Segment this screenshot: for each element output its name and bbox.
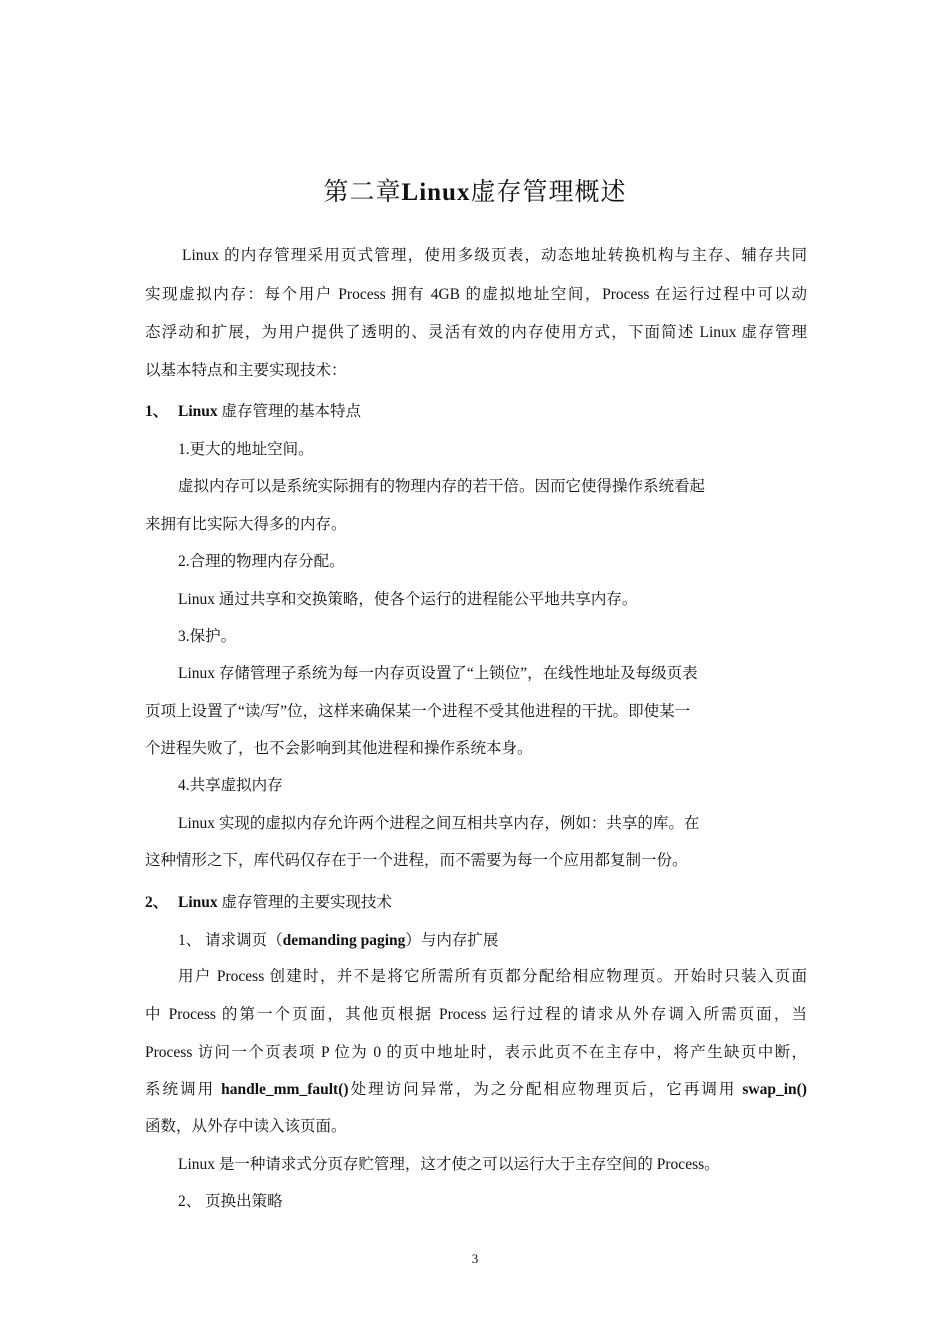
- func-handle-mm-fault: handle_mm_fault(): [221, 1081, 349, 1098]
- item-3-body-line-3: 个进程失败了，也不会影响到其他进程和操作系统本身。: [145, 740, 533, 757]
- item-4-title: 4.共享虚拟内存: [178, 777, 283, 794]
- title-suffix: 虚存管理概述: [470, 179, 627, 206]
- item-1-title: 1.更大的地址空间。: [178, 441, 314, 458]
- para-1-line-5: 函数，从外存中读入该页面。: [145, 1118, 347, 1135]
- item-3-body-line-1: Linux 存储管理子系统为每一内存页设置了“上锁位”，在线性地址及每级页表: [178, 665, 698, 682]
- item-3-body-line-2: 页项上设置了“读/写”位，这样来确保某一个进程不受其他进程的干扰。即使某一: [145, 703, 691, 720]
- subsection-2-heading: 2、 页换出策略: [178, 1193, 283, 1210]
- para-1-line-2: 中 Process 的第一个页面，其他页根据 Process 运行过程的请求从外存调入所需页面，当: [145, 1006, 807, 1023]
- para-1-line-4-a: 系统调用: [145, 1081, 222, 1098]
- item-4-body-line-1: Linux 实现的虚拟内存允许两个进程之间互相共享内存，例如：共享的库。在: [178, 815, 700, 832]
- intro-line-2: 实现虚拟内存：每个用户 Process 拥有 4GB 的虚拟地址空间，Process 在运行过程中可以动: [145, 286, 807, 303]
- section-1-heading-text: 虚存管理的基本特点: [217, 403, 362, 420]
- intro-line-3: 态浮动和扩展，为用户提供了透明的、灵活有效的内存使用方式，下面简述 Linux 虚存管理: [145, 324, 807, 341]
- func-swap-in: swap_in(): [742, 1081, 807, 1098]
- subsection-1-suffix: ）与内存扩展: [405, 932, 499, 949]
- item-1-body-line-2: 来拥有比实际大得多的内存。: [145, 516, 347, 533]
- subsection-1-heading: [178, 928, 807, 950]
- item-2-title: 2.合理的物理内存分配。: [178, 553, 345, 570]
- page-title: [0, 172, 950, 208]
- para-1-line-4-c: 处理访问异常，为之分配相应物理页后，它再调用: [348, 1081, 743, 1098]
- para-1-line-3: Process 访问一个页表项 P 位为 0 的页中地址时，表示此页不在主存中，将产生缺页中断，: [145, 1044, 807, 1061]
- section-1-heading: [178, 399, 361, 421]
- section-2-heading: [178, 890, 392, 912]
- para-1-line-1: 用户 Process 创建时，并不是将它所需所有页都分配给相应物理页。开始时只装入页面: [178, 968, 807, 985]
- intro-line-4: 以基本特点和主要实现技术：: [145, 362, 347, 379]
- para-1-line-4: [145, 1077, 807, 1099]
- page-number: 3: [471, 1251, 479, 1266]
- item-3-title: 3.保护。: [178, 628, 237, 645]
- title-prefix: 第二章: [323, 179, 402, 206]
- section-1-number: 1、: [145, 403, 169, 420]
- section-2-number: 2、: [145, 894, 169, 911]
- item-4-body-line-2: 这种情形之下，库代码仅存在于一个进程，而不需要为每一个应用都复制一份。: [145, 852, 688, 869]
- title-bold: Linux: [401, 179, 471, 206]
- subsection-1-prefix: 1、 请求调页（: [178, 932, 283, 949]
- subsection-1-bold: demanding paging: [282, 932, 406, 949]
- item-1-body-line-1: 虚拟内存可以是系统实际拥有的物理内存的若干倍。因而它使得操作系统看起: [178, 478, 706, 495]
- section-2-heading-bold: Linux: [178, 894, 218, 911]
- para-2: Linux 是一种请求式分页存贮管理，这才使之可以运行大于主存空间的 Process。: [178, 1156, 720, 1173]
- intro-line-1: Linux 的内存管理采用页式管理，使用多级页表，动态地址转换机构与主存、辅存共同: [182, 247, 807, 264]
- section-1-heading-bold: Linux: [178, 403, 218, 420]
- section-2-heading-text: 虚存管理的主要实现技术: [217, 894, 393, 911]
- item-2-body: Linux 通过共享和交换策略，使各个运行的进程能公平地共享内存。: [178, 591, 638, 608]
